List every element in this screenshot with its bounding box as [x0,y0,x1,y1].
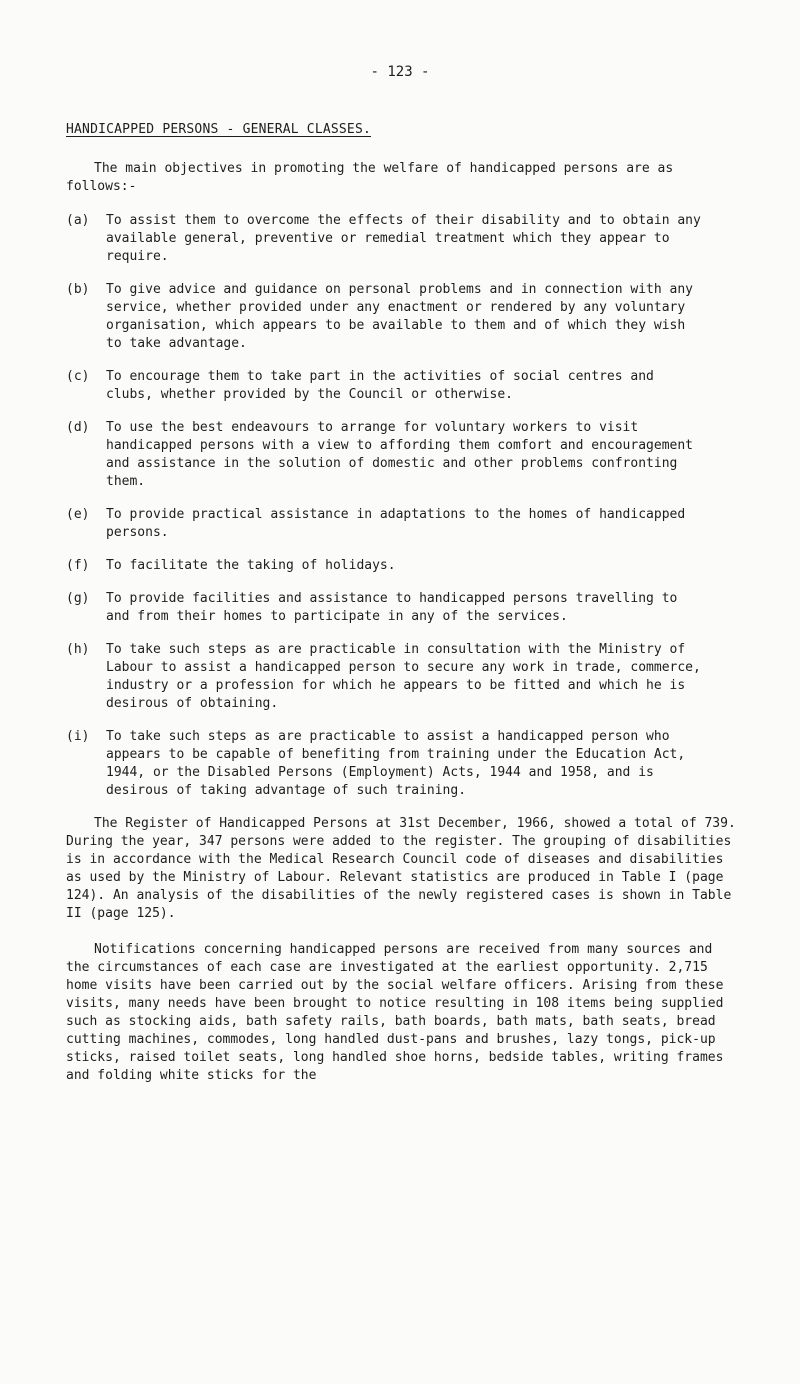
objective-text: To facilitate the taking of holidays. [106,558,396,573]
objective-label: (e) [66,507,90,522]
objective-label: (i) [66,729,90,744]
objective-text: To give advice and guidance on personal problems and in connection with any service, whether provided under any enactment or rendered by any voluntary organisation, which appears to be available to them and of which they wish to take advantage. [106,282,693,351]
objective-item-a [66,212,742,266]
objective-text: To provide facilities and assistance to handicapped persons travelling to and from their homes to participate in any of the services. [106,591,678,624]
objective-label: (b) [66,282,90,297]
objective-text: To provide practical assistance in adaptations to the homes of handicapped persons. [106,507,686,540]
objective-text: To take such steps as are practicable to assist a handicapped person who appears to be capable of benefiting from training under the Education Act, 1944, or the Disabled Persons (Employment) Acts, 1944 and 1958, and is desirous of taking advantage of such training. [106,729,686,798]
objective-text: To encourage them to take part in the activities of social centres and clubs, whether provided by the Council or otherwise. [106,369,654,402]
section-heading: HANDICAPPED PERSONS - GENERAL CLASSES. [66,122,372,137]
document-body [66,160,742,1103]
objective-item-h [66,641,742,713]
objective-text: To take such steps as are practicable in consultation with the Ministry of Labour to assist a handicapped person to secure any work in trade, commerce, industry or a profession for which he appears to be fitted and which he is desirous of obtaining. [106,642,701,711]
page-number: - 123 - [370,64,430,80]
objective-label: (a) [66,213,90,228]
objective-item-i [66,728,742,800]
objective-label: (c) [66,369,90,384]
notifications-paragraph: Notifications concerning handicapped persons are received from many sources and the circumstances of each case are investigated at the earliest opportunity. 2,715 home visits have been carried out by the social welfare officers. Arising from these visits, many needs have been brought to notice resulting in 108 items being supplied such as stocking aids, bath safety rails, bath boards, bath mats, bath seats, bread cutting machines, commodes, long handled dust-pans and brushes, lazy tongs, pick-up sticks, raised toilet seats, long handled shoe horns, bedside tables, writing frames and folding white sticks for the [66,942,724,1083]
objective-label: (f) [66,558,90,573]
objective-item-e [66,506,742,542]
objective-label: (g) [66,591,90,606]
objective-item-c [66,368,742,404]
objective-text: To assist them to overcome the effects of their disability and to obtain any available general, preventive or remedial treatment which they appear to require. [106,213,701,264]
register-paragraph: The Register of Handicapped Persons at 31st December, 1966, showed a total of 739. During the year, 347 persons were added to the register. The grouping of disabilities is in accordance with the Medical Research Council code of diseases and disabilities as used by the Ministry of Labour. Relevant statistics are produced in Table I (page 124). An analysis of the disabilities of the newly registered cases is shown in Table II (page 125). [66,816,736,921]
intro-paragraph: The main objectives in promoting the welfare of handicapped persons are as follows:- [66,161,674,194]
objective-item-b [66,281,742,353]
objective-label: (d) [66,420,90,435]
objective-text: To use the best endeavours to arrange for voluntary workers to visit handicapped persons with a view to affording them comfort and encouragement and assistance in the solution of domestic and other problems confronting them. [106,420,693,489]
objective-item-g [66,590,742,626]
objective-item-d [66,419,742,491]
objective-label: (h) [66,642,90,657]
objective-item-f [66,557,742,575]
